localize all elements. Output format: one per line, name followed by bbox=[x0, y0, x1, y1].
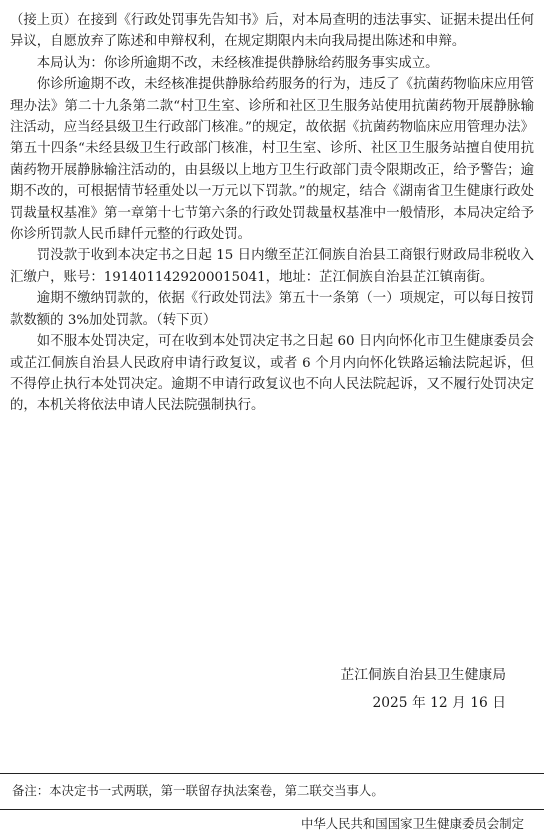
signature-block bbox=[340, 661, 506, 717]
note-top-divider bbox=[0, 773, 544, 774]
note-bottom-divider bbox=[0, 809, 544, 810]
paragraph-late-penalty: 逾期不缴纳罚款的，依据《行政处罚法》第五十一条第（一）项规定，可以每日按罚款数额的 3%加处罚款。（转下页） bbox=[10, 291, 534, 328]
paragraph-continuation: （接上页）在接到《行政处罚事先告知书》后，对本局查明的违法事实、证据未提出任何异议，自愿放弃了陈述和申辩权利，在规定期限内未向我局提出陈述和申辩。 bbox=[10, 13, 534, 50]
issue-date: 2025 年 12 月 16 日 bbox=[372, 695, 506, 711]
paragraph-finding: 本局认为：你诊所逾期不改，未经核准提供静脉给药服务事实成立。 bbox=[36, 55, 439, 71]
paragraph-payment: 罚没款于收到本决定书之日起 15 日内缴至芷江侗族自治县工商银行财政局非税收入汇缴户，账号：1914011429200015041，地址：芷江侗族自治县芷江镇南街。 bbox=[10, 248, 534, 285]
issuing-organization: 芷江侗族自治县卫生健康局 bbox=[340, 667, 506, 683]
paragraph-legal-basis: 你诊所逾期不改，未经核准提供静脉给药服务的行为，违反了《抗菌药物临床应用管理办法》第二十九条第二款“村卫生室、诊所和社区卫生服务站使用抗菌药物开展静脉输注活动，应当经县级卫生行政部门核准。”的规定，故依据《抗菌药物临床应用管理办法》第五十四条“未经县级卫生行政部门核准，村卫生室、诊所、社区卫生服务站擅自使用抗菌药物开展静脉输注活动的，由县级以上地方卫生行政部门责令限期改正，给予警告；逾期不改的，可根据情节轻重处以一万元以下罚款。”的规定，结合《湖南省卫生健康行政处罚裁量权基准》第一章第十七节第六条的行政处罚裁量权基准中一般情形，本局决定给予你诊所罚款人民币肆仟元整的行政处罚。 bbox=[10, 77, 534, 243]
issuer-footer: 中华人民共和国国家卫生健康委员会制定 bbox=[300, 816, 524, 831]
paragraph-appeal-rights: 如不服本处罚决定，可在收到本处罚决定书之日起 60 日内向怀化市卫生健康委员会或芷江侗族自治县人民政府申请行政复议，或者 6 个月内向怀化铁路运输法院起诉，但不得停止执行本处罚决定。逾期不申请行政复议也不向人民法院起诉，又不履行处罚决定的，本机关将依法申请人民法院强制执行。 bbox=[10, 334, 534, 414]
decision-body bbox=[10, 10, 534, 417]
remark-note: 备注：本决定书一式两联，第一联留存执法案卷，第二联交当事人。 bbox=[12, 783, 384, 798]
